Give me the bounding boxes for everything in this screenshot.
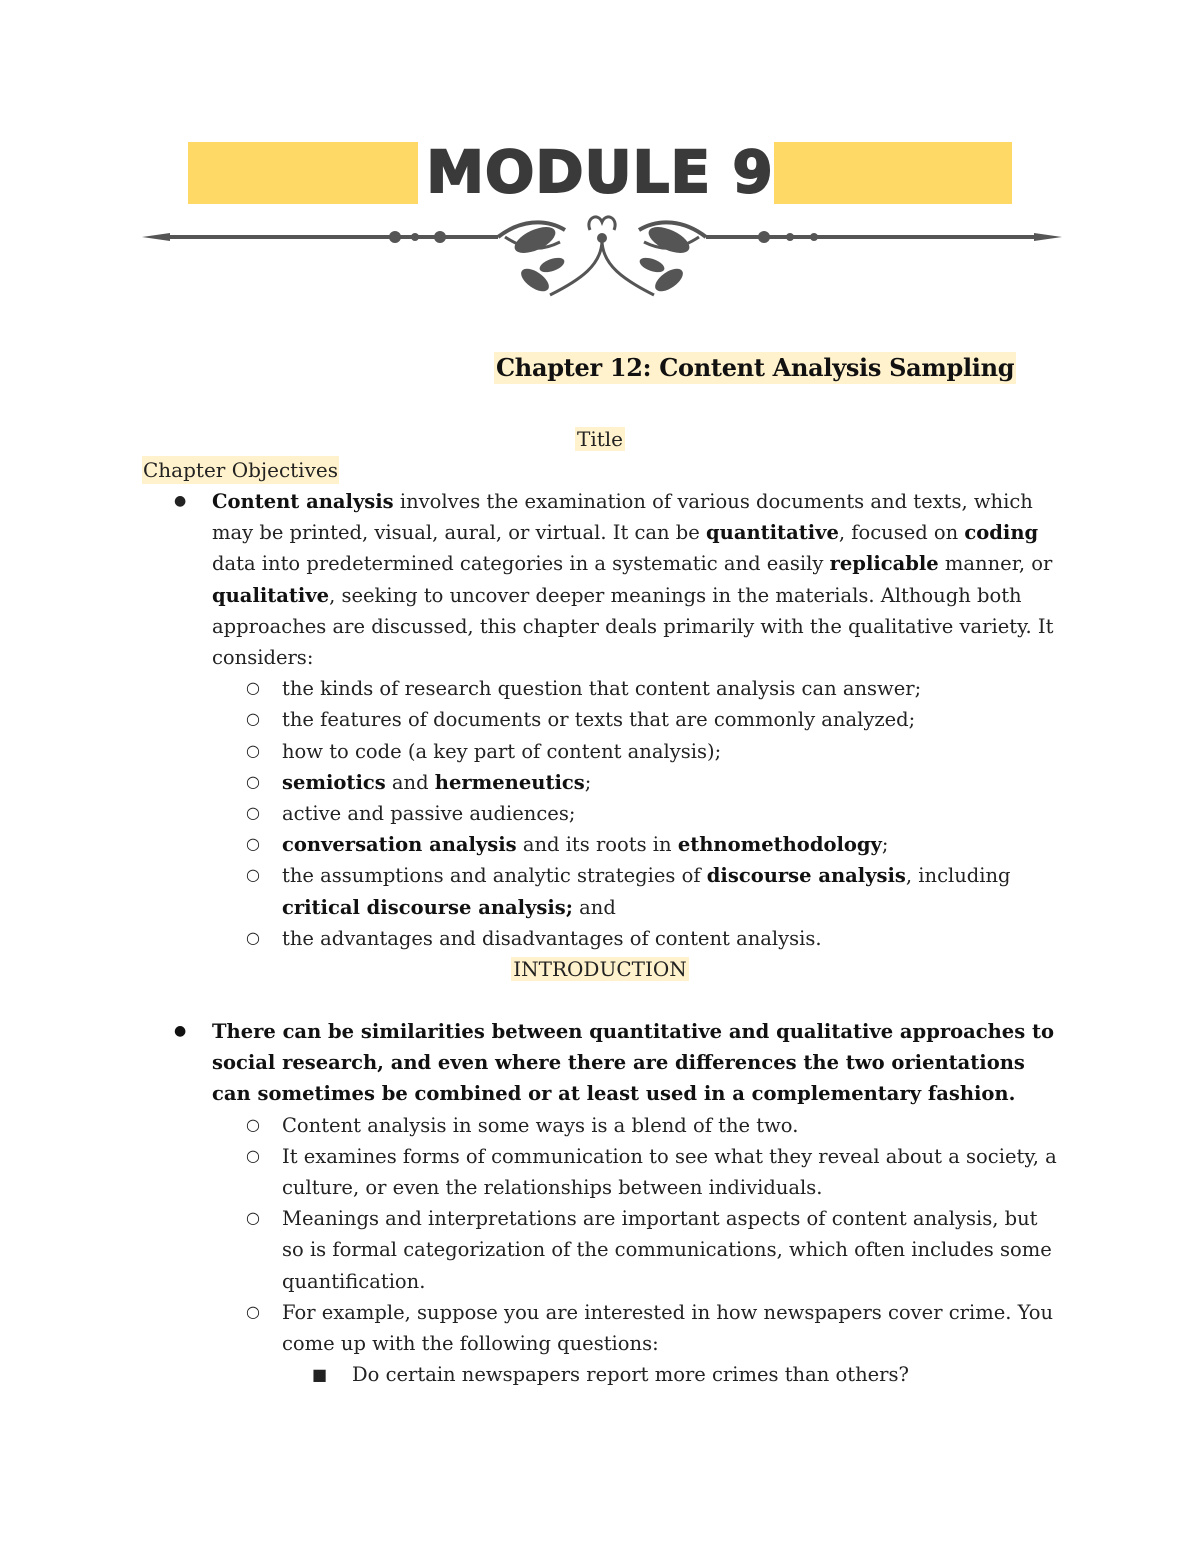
text: There can be similarities between quantitative and qualitative approaches to social research, and even where there are differences the two orientations can sometimes be combined or at least used in a complementary fashion. (212, 1020, 1054, 1106)
list-item (142, 736, 1062, 767)
objectives-list (142, 486, 1062, 954)
text: manner, or (938, 552, 1053, 576)
text: , seeking to uncover deeper meanings in the materials. Although both approaches are discussed, this chapter deals primarily with the qualitative variety. It considers: (212, 583, 1054, 670)
list-item (142, 704, 1062, 735)
circle-bullet-icon: ○ (246, 740, 260, 760)
circle-bullet-icon: ○ (246, 865, 260, 885)
circle-bullet-icon: ○ (246, 1145, 260, 1165)
text: active and passive audiences; (282, 802, 576, 826)
text: Content analysis in some ways is a blend of the two. (282, 1113, 799, 1137)
term: semiotics (282, 770, 386, 794)
text: the kinds of research question that content analysis can answer; (282, 677, 922, 701)
list-item (142, 767, 1062, 798)
list-item (142, 486, 1062, 673)
list-item (142, 1016, 1062, 1110)
term: critical discourse analysis; (282, 895, 573, 919)
ornament-divider-icon (140, 210, 1064, 310)
bullet-icon: ● (174, 493, 187, 509)
text: and (385, 770, 435, 794)
term: ethnomethodology (677, 833, 882, 857)
list-item (142, 798, 1062, 829)
list-item (142, 1141, 1062, 1203)
text: , focused on (838, 521, 965, 545)
chapter-title: Chapter 12: Content Analysis Sampling (496, 353, 1015, 382)
list-item (142, 829, 1062, 860)
term: qualitative (212, 583, 330, 607)
term: hermeneutics (434, 770, 585, 794)
text: Meanings and interpretations are important aspects of content analysis, but so is formal categorization of the communications, which often includes some quantification. (282, 1207, 1052, 1293)
bullet-icon: ● (174, 1023, 187, 1039)
objectives-heading: Chapter Objectives (143, 458, 338, 482)
text: how to code (a key part of content analysis); (282, 739, 722, 763)
text: ; (881, 833, 889, 857)
text: the advantages and disadvantages of content analysis. (282, 926, 822, 950)
circle-bullet-icon: ○ (246, 834, 260, 854)
term: coding (964, 521, 1039, 545)
text: For example, suppose you are interested in how newspapers cover crime. You come up with the following questions: (282, 1300, 1054, 1356)
title-label (0, 425, 1200, 453)
term: conversation analysis (282, 833, 517, 857)
list-item (142, 1203, 1062, 1297)
circle-bullet-icon: ○ (246, 709, 260, 729)
text: data into predetermined categories in a systematic and easily (212, 552, 830, 576)
circle-bullet-icon: ○ (246, 678, 260, 698)
term: replicable (829, 552, 939, 576)
text: and its roots in (516, 833, 678, 857)
list-item (142, 860, 1062, 922)
list-item (142, 673, 1062, 704)
text: the features of documents or texts that are commonly analyzed; (282, 708, 916, 732)
list-item (142, 1110, 1062, 1141)
circle-bullet-icon: ○ (246, 803, 260, 823)
introduction-heading-text: INTRODUCTION (513, 957, 687, 981)
circle-bullet-icon: ○ (246, 771, 260, 791)
text: Do certain newspapers report more crimes than others? (352, 1363, 909, 1387)
module-title: MODULE 9 (426, 138, 774, 206)
introduction-list (142, 1016, 1062, 1390)
text: and (572, 895, 616, 919)
list-item (142, 1297, 1062, 1359)
text: It examines forms of communication to see what they reveal about a society, a culture, or even the relationships between individuals. (282, 1144, 1057, 1200)
circle-bullet-icon: ○ (246, 927, 260, 947)
list-item (142, 1359, 1062, 1390)
text: ; (584, 770, 592, 794)
introduction-heading (0, 955, 1200, 983)
circle-bullet-icon: ○ (246, 1301, 260, 1321)
title-label-text: Title (576, 427, 623, 451)
square-bullet-icon: ■ (312, 1365, 328, 1385)
circle-bullet-icon: ○ (246, 1208, 260, 1228)
term: quantitative (706, 521, 839, 545)
term: Content analysis (212, 490, 394, 513)
text: involves the examination of various documents and texts, which may be printed, visual, aural, or virtual. It can be (212, 490, 1033, 545)
circle-bullet-icon: ○ (246, 1114, 260, 1134)
list-item (142, 923, 1062, 954)
term: discourse analysis (706, 864, 906, 888)
text: , including (905, 864, 1011, 888)
text: the assumptions and analytic strategies of (282, 864, 707, 888)
